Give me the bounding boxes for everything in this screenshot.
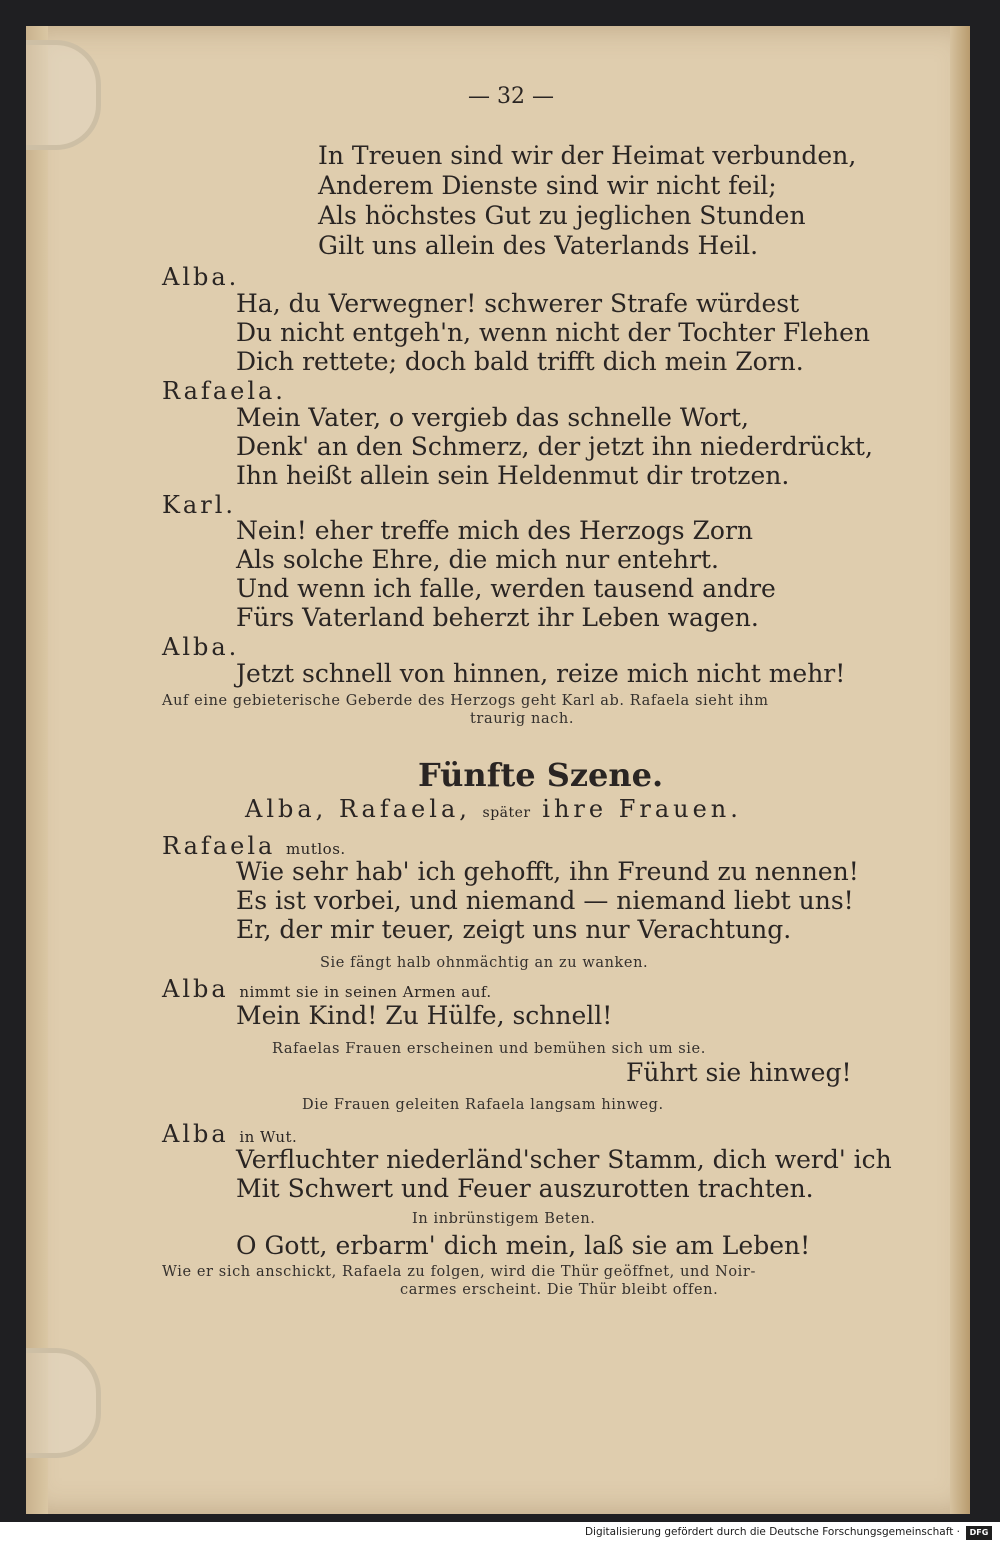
- verse-line: Jetzt schnell von hinnen, reize mich nicht mehr!: [236, 659, 846, 688]
- speaker-name: Rafaela: [162, 832, 276, 860]
- cast-names: Alba, Rafaela,: [245, 795, 471, 823]
- speaker-name: Alba.: [162, 263, 240, 291]
- speaker-note: in Wut.: [239, 1128, 298, 1146]
- holder-clip-top: [26, 40, 101, 150]
- verse-line: Nein! eher treffe mich des Herzogs Zorn: [236, 516, 753, 545]
- speaker-line: [162, 1120, 297, 1148]
- verse-line: Verfluchter niederländ'scher Stamm, dich werd' ich: [236, 1145, 892, 1174]
- stage-direction: Wie er sich anschickt, Rafaela zu folgen, wird die Thür geöffnet, und Noir-: [162, 1264, 756, 1280]
- speaker-note: nimmt sie in seinen Armen auf.: [239, 983, 492, 1001]
- verse-line: Denk' an den Schmerz, der jetzt ihn niederdrückt,: [236, 432, 873, 461]
- verse-line: Führt sie hinweg!: [626, 1058, 852, 1087]
- speaker-name: Alba.: [162, 633, 240, 661]
- verse-line: Anderem Dienste sind wir nicht feil;: [318, 171, 777, 200]
- stage-direction: In inbrünstigem Beten.: [412, 1211, 596, 1227]
- cast-women: ihre Frauen.: [542, 795, 742, 823]
- verse-line: Mein Vater, o vergieb das schnelle Wort,: [236, 403, 749, 432]
- verse-line: In Treuen sind wir der Heimat verbunden,: [318, 141, 857, 170]
- cast-later: später: [482, 805, 531, 821]
- scene-heading: Fünfte Szene.: [418, 756, 664, 794]
- page-edge-left: [26, 26, 48, 1514]
- speaker-name: Rafaela.: [162, 377, 286, 405]
- page-number: — 32 —: [468, 84, 554, 109]
- verse-line: Als solche Ehre, die mich nur entehrt.: [236, 545, 719, 574]
- cast-list: [245, 795, 742, 823]
- stage-direction: Die Frauen geleiten Rafaela langsam hinweg.: [302, 1097, 664, 1113]
- dfg-logo: DFG: [966, 1526, 992, 1540]
- speaker-name: Alba: [162, 1120, 229, 1148]
- speaker-line: [162, 832, 346, 860]
- verse-line: Du nicht entgeh'n, wenn nicht der Tochter Flehen: [236, 318, 870, 347]
- verse-line: Mein Kind! Zu Hülfe, schnell!: [236, 1001, 613, 1030]
- verse-line: Es ist vorbei, und niemand — niemand liebt uns!: [236, 886, 854, 915]
- funding-credit: Digitalisierung gefördert durch die Deutsche Forschungsgemeinschaft ·: [584, 1526, 960, 1538]
- verse-line: Er, der mir teuer, zeigt uns nur Verachtung.: [236, 915, 792, 944]
- stage-direction: carmes erscheint. Die Thür bleibt offen.: [400, 1282, 719, 1298]
- verse-line: Gilt uns allein des Vaterlands Heil.: [318, 231, 759, 260]
- verse-line: O Gott, erbarm' dich mein, laß sie am Leben!: [236, 1231, 811, 1260]
- speaker-name: Karl.: [162, 491, 237, 519]
- verse-line: Dich rettete; doch bald trifft dich mein Zorn.: [236, 347, 804, 376]
- page-edge-right: [950, 26, 970, 1514]
- footer-bar: [0, 1522, 1000, 1545]
- stage-direction: Sie fängt halb ohnmächtig an zu wanken.: [320, 955, 649, 971]
- speaker-name: Alba: [162, 975, 229, 1003]
- verse-line: Als höchstes Gut zu jeglichen Stunden: [318, 201, 806, 230]
- stage-direction: Auf eine gebieterische Geberde des Herzogs geht Karl ab. Rafaela sieht ihm: [162, 693, 769, 709]
- verse-line: Und wenn ich falle, werden tausend andre: [236, 574, 776, 603]
- verse-line: Fürs Vaterland beherzt ihr Leben wagen.: [236, 603, 759, 632]
- stage-direction: Rafaelas Frauen erscheinen und bemühen sich um sie.: [272, 1041, 706, 1057]
- speaker-line: [162, 975, 492, 1003]
- stage-direction: traurig nach.: [470, 711, 575, 727]
- speaker-note: mutlos.: [285, 840, 346, 858]
- verse-line: Mit Schwert und Feuer auszurotten trachten.: [236, 1174, 814, 1203]
- verse-line: Wie sehr hab' ich gehofft, ihn Freund zu nennen!: [236, 857, 859, 886]
- verse-line: Ha, du Verwegner! schwerer Strafe würdest: [236, 289, 800, 318]
- holder-clip-bottom: [26, 1348, 101, 1458]
- verse-line: Ihn heißt allein sein Heldenmut dir trotzen.: [236, 461, 790, 490]
